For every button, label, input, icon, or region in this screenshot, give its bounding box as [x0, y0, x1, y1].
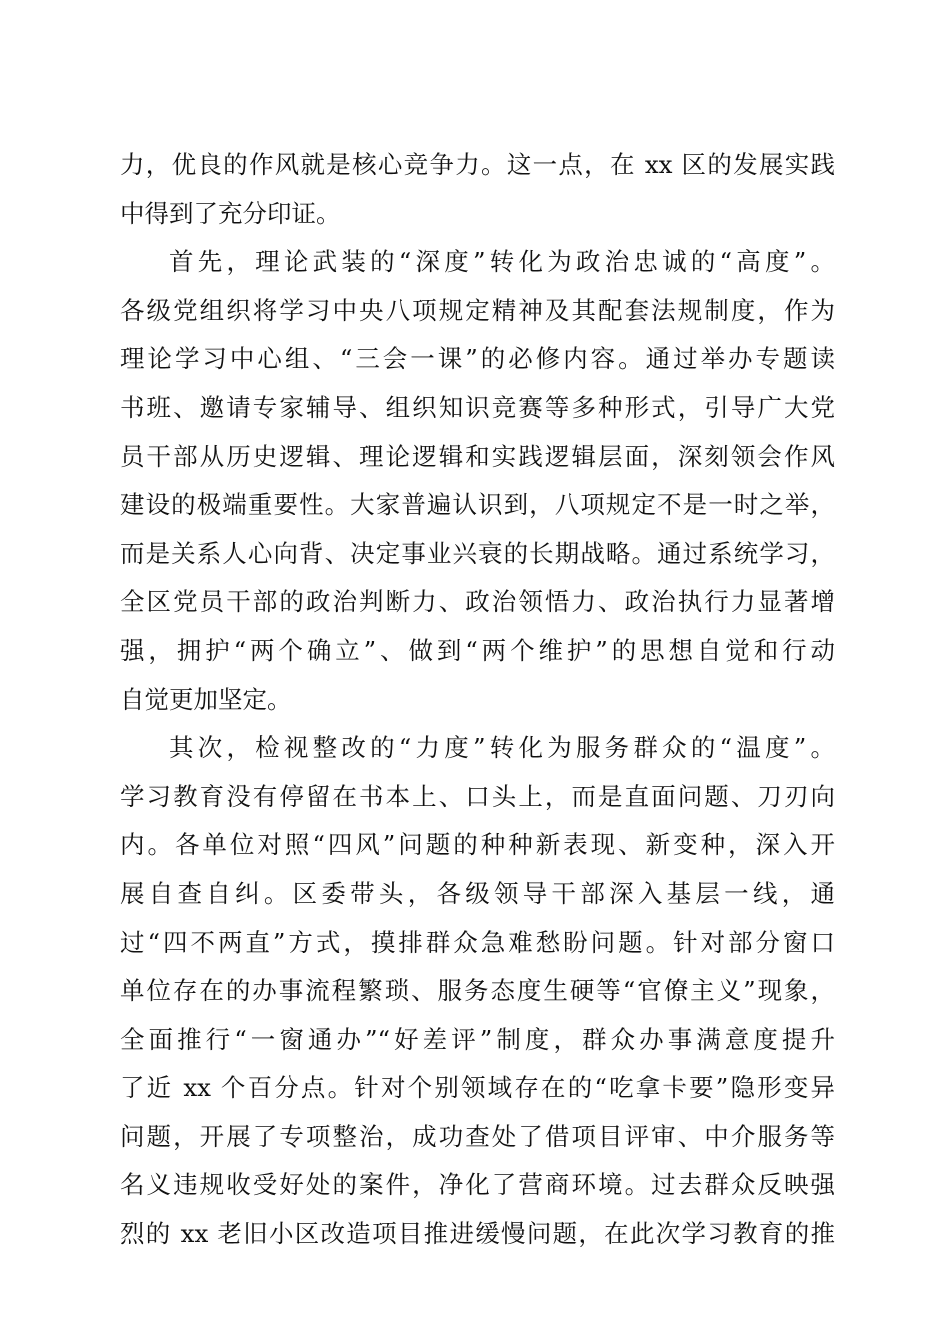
text-line: 问题，开展了专项整治，成功查处了借项目评审、中介服务等 [120, 1121, 835, 1151]
text-line: 首先，理论武装的“深度”转化为政治忠诚的“高度”。 [169, 247, 835, 277]
text-line: 各级党组织将学习中央八项规定精神及其配套法规制度，作为 [120, 295, 835, 325]
text-line: 建设的极端重要性。大家普遍认识到，八项规定不是一时之举， [120, 490, 835, 520]
text-line: 名义违规收受好处的案件，净化了营商环境。过去群众反映强 [120, 1170, 835, 1200]
document-body [120, 141, 835, 1259]
text-line: 力，优良的作风就是核心竞争力。这一点，在 xx 区的发展实践 [120, 150, 835, 179]
text-line: 了近 xx 个百分点。针对个别领域存在的“吃拿卡要”隐形变异 [120, 1073, 835, 1103]
text-line: 自觉更加坚定。 [120, 684, 292, 714]
text-line: 理论学习中心组、“三会一课”的必修内容。通过举办专题读 [120, 344, 835, 374]
text-line: 员干部从历史逻辑、理论逻辑和实践逻辑层面，深刻领会作风 [120, 441, 835, 471]
text-line: 书班、邀请专家辅导、组织知识竞赛等多种形式，引导广大党 [120, 392, 835, 422]
text-line: 学习教育没有停留在书本上、口头上，而是直面问题、刀刃向 [120, 781, 835, 811]
text-line: 烈的 xx 老旧小区改造项目推进缓慢问题，在此次学习教育的推 [120, 1219, 835, 1249]
text-line: 其次，检视整改的“力度”转化为服务群众的“温度”。 [169, 733, 835, 763]
text-line: 而是关系人心向背、决定事业兴衰的长期战略。通过系统学习， [120, 538, 835, 568]
text-line: 全面推行“一窗通办”“好差评”制度，群众办事满意度提升 [120, 1024, 835, 1054]
text-line: 展自查自纠。区委带头，各级领导干部深入基层一线，通 [120, 878, 835, 908]
text-line: 过“四不两直”方式，摸排群众急难愁盼问题。针对部分窗口 [120, 927, 835, 957]
text-line: 单位存在的办事流程繁琐、服务态度生硬等“官僚主义”现象， [120, 976, 835, 1006]
text-line: 全区党员干部的政治判断力、政治领悟力、政治执行力显著增 [120, 587, 835, 617]
text-line: 强，拥护“两个确立”、做到“两个维护”的思想自觉和行动 [120, 635, 835, 665]
text-line: 内。各单位对照“四风”问题的种种新表现、新变种，深入开 [120, 830, 835, 860]
text-line: 中得到了充分印证。 [120, 198, 341, 228]
